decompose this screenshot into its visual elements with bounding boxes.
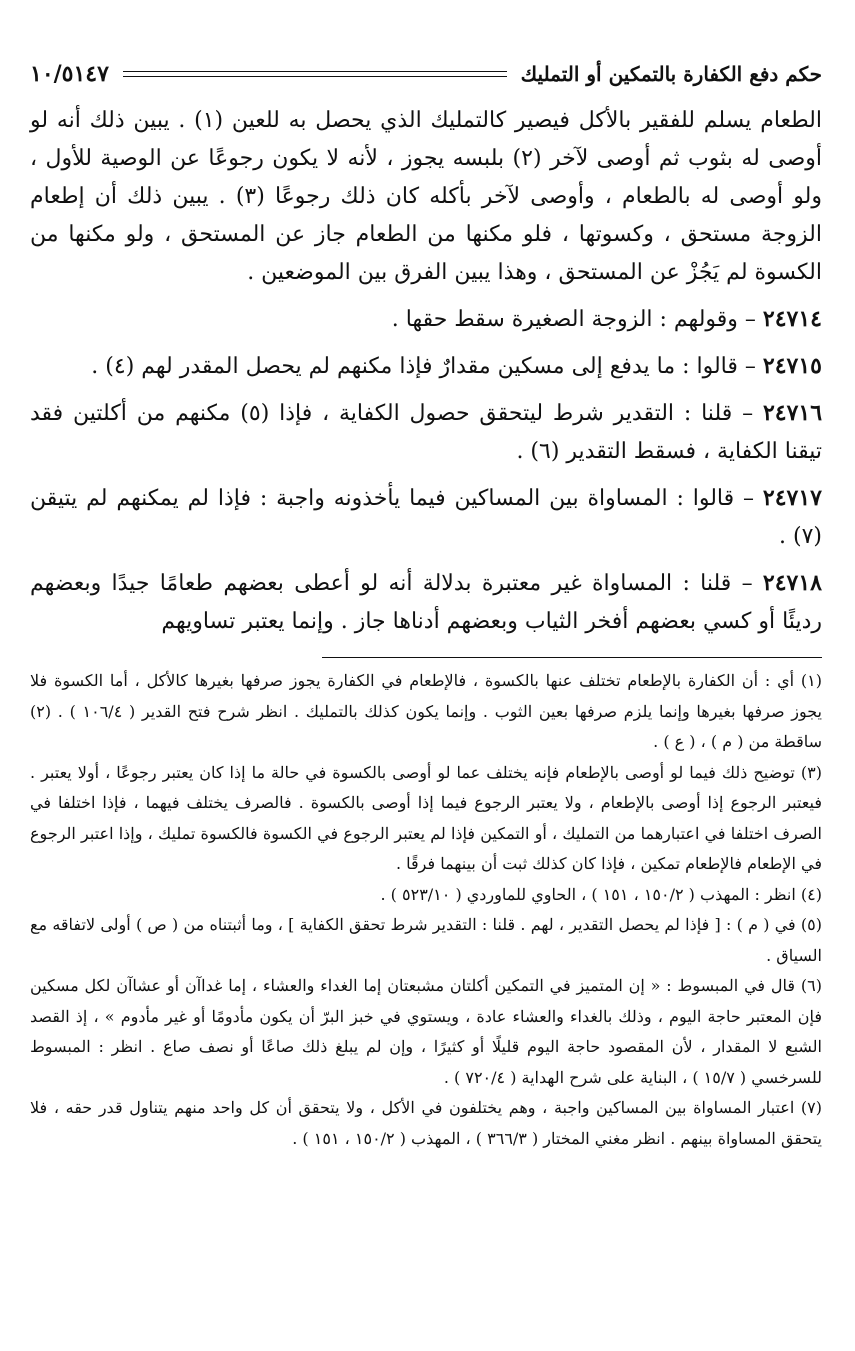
paragraph-number: ٢٤٧١٧ bbox=[762, 485, 822, 511]
numbered-paragraph: ٢٤٧١٥ – قالوا : ما يدفع إلى مسكين مقدارٌ فإذا مكنهم لم يحصل المقدر لهم (٤) . bbox=[91, 353, 822, 379]
footnote: (٤) انظر : المهذب ( ١٥٠/٢ ، ١٥١ ) ، الحاوي للماوردي ( ٥٢٣/١٠ ) . bbox=[380, 884, 822, 904]
numbered-paragraph: ٢٤٧١٧ – قالوا : المساواة بين المساكين فيما يأخذونه واجبة : فإذا لم يمكنهم لم يتيقن (٧) . bbox=[30, 485, 822, 549]
numbered-paragraph: ٢٤٧١٤ – وقولهم : الزوجة الصغيرة سقط حقها . bbox=[391, 306, 822, 332]
footnote: (٥) في ( م ) : [ فإذا لم يحصل التقدير ، لهم . قلنا : التقدير شرط تحقق الكفاية ] ، وما أثبتناه من ( ص ) أولى لاتفاقه مع السياق . bbox=[30, 915, 822, 965]
paragraph-number: ٢٤٧١٨ bbox=[762, 570, 822, 596]
paragraph-text: قالوا : المساواة بين المساكين فيما يأخذونه واجبة : فإذا لم يمكنهم لم يتيقن (٧) . bbox=[30, 486, 822, 549]
footnote: (٣) توضيح ذلك فيما لو أوصى بالإطعام فإنه يختلف عما لو أوصى بالكسوة في حالة ما إذا كان يعتبر رجوعًا ، أولا يعتبر . فيعتبر الرجوع إذا أوصى بالإطعام ، ولا يعتبر الرجوع فيما إذا أوصى بالكسوة . فالصرف يختلف فيهما ، فإذا اختلفا في الصرف اختلفا في اعتبارهما من التمليك ، أو التمكين فإذا لم يعتبر الرجوع في الكسوة فالكسوة تمليك ، وإذا اعتبر الرجوع في الإطعام فالإطعام تمكين ، فإذا كان كذلك ثبت أن بينهما فرقًا . bbox=[30, 762, 823, 873]
footnote: (٦) قال في المبسوط : « إن المتميز في التمكين أكلتان مشبعتان إما الغداء والعشاء ، إما غداآن أو عشاآن لكل مسكين فإن المعتبر حاجة اليوم ، وذلك بالغداء والعشاء عادة ، ويستوي في خبز البرّ أن يكون مأدومًا أو غير مأدوم » ، إذ القصد الشبع لا المقدار ، لأن المقصود حاجة اليوم قليلًا أو كثيرًا ، وإن لم يبلغ ذلك صاعًا أو نصف صاع . انظر : المبسوط للسرخسي ( ١٥/٧ ) ، البناية على شرح الهداية ( ٧٢٠/٤ ) . bbox=[30, 976, 823, 1087]
main-text bbox=[30, 102, 822, 641]
paragraph-text: وقولهم : الزوجة الصغيرة سقط حقها . bbox=[391, 307, 738, 332]
paragraph bbox=[30, 102, 822, 292]
numbered-paragraph: ٢٤٧١٦ – قلنا : التقدير شرط ليتحقق حصول الكفاية ، فإذا (٥) مكنهم من أكلتين فقد تيقنا الكفاية ، فسقط التقدير (٦) . bbox=[30, 400, 823, 464]
footnote-separator bbox=[322, 657, 822, 658]
paragraph-text: قلنا : المساواة غير معتبرة بدلالة أنه لو أعطى بعضهم طعامًا جيدًا وبعضهم رديئًا أو كسي بعضهم أفخر الثياب وبعضهم أدناها جاز . وإنما يعتبر تساويهم bbox=[30, 571, 822, 634]
running-header bbox=[30, 52, 822, 96]
footnote: (١) أي : أن الكفارة بالإطعام تختلف عنها بالكسوة ، فالإطعام في الكفارة يجوز صرفها بغيرها كالأكل ، أما الكسوة فلا يجوز صرفها بغيرها وإنما يلزم صرفها بعين الثوب . وإنما يكون كذلك بالتمليك . انظر شرح فتح القدير ( ١٠٦/٤ ) . (٢) ساقطة من ( م ) ، ( ع ) . bbox=[30, 671, 823, 751]
footnotes bbox=[30, 666, 822, 1154]
book-page bbox=[30, 52, 822, 1154]
footnote: (٧) اعتبار المساواة بين المساكين واجبة ، وهم يختلفون في الأكل ، ولا يتحقق أن كل واحد منهم يتناول قدر حقه ، فلا يتحقق المساواة بينهم . انظر مغني المختار ( ٣٦٦/٣ ) ، المهذب ( ١٥٠/٢ ، ١٥١ ) . bbox=[30, 1098, 822, 1148]
header-rule bbox=[123, 71, 507, 77]
running-title: حكم دفع الكفارة بالتمكين أو التمليك bbox=[520, 62, 822, 86]
paragraph-text: قالوا : ما يدفع إلى مسكين مقدارٌ فإذا مكنهم لم يحصل المقدر لهم (٤) . bbox=[91, 354, 738, 379]
paragraph-text: الطعام يسلم للفقير بالأكل فيصير كالتمليك الذي يحصل به للعين (١) . يبين ذلك أنه لو أوصى له بثوب ثم أوصى لآخر (٢) بلبسه يجوز ، لأنه لا يكون رجوعًا عن الوصية للأول ، ولو أوصى له بالطعام ، وأوصى لآخر بأكله كان ذلك رجوعًا (٣) . يبين ذلك أن إطعام الزوجة مستحق ، وكسوتها ، فلو مكنها من الطعام جاز عن المستحق ، ولو مكنها من الكسوة لم يَجُزْ عن المستحق ، وهذا يبين الفرق بين الموضعين . bbox=[30, 108, 823, 285]
page-number: ١٠/٥١٤٧ bbox=[30, 61, 109, 87]
paragraph-text: قلنا : التقدير شرط ليتحقق حصول الكفاية ، فإذا (٥) مكنهم من أكلتين فقد تيقنا الكفاية ، فسقط التقدير (٦) . bbox=[30, 401, 822, 464]
paragraph-number: ٢٤٧١٤ bbox=[762, 306, 822, 332]
paragraph-number: ٢٤٧١٦ bbox=[762, 400, 823, 426]
numbered-paragraph: ٢٤٧١٨ – قلنا : المساواة غير معتبرة بدلالة أنه لو أعطى بعضهم طعامًا جيدًا وبعضهم رديئًا أو كسي بعضهم أفخر الثياب وبعضهم أدناها جاز . وإنما يعتبر تساويهم bbox=[30, 570, 822, 634]
paragraph-number: ٢٤٧١٥ bbox=[762, 353, 822, 379]
